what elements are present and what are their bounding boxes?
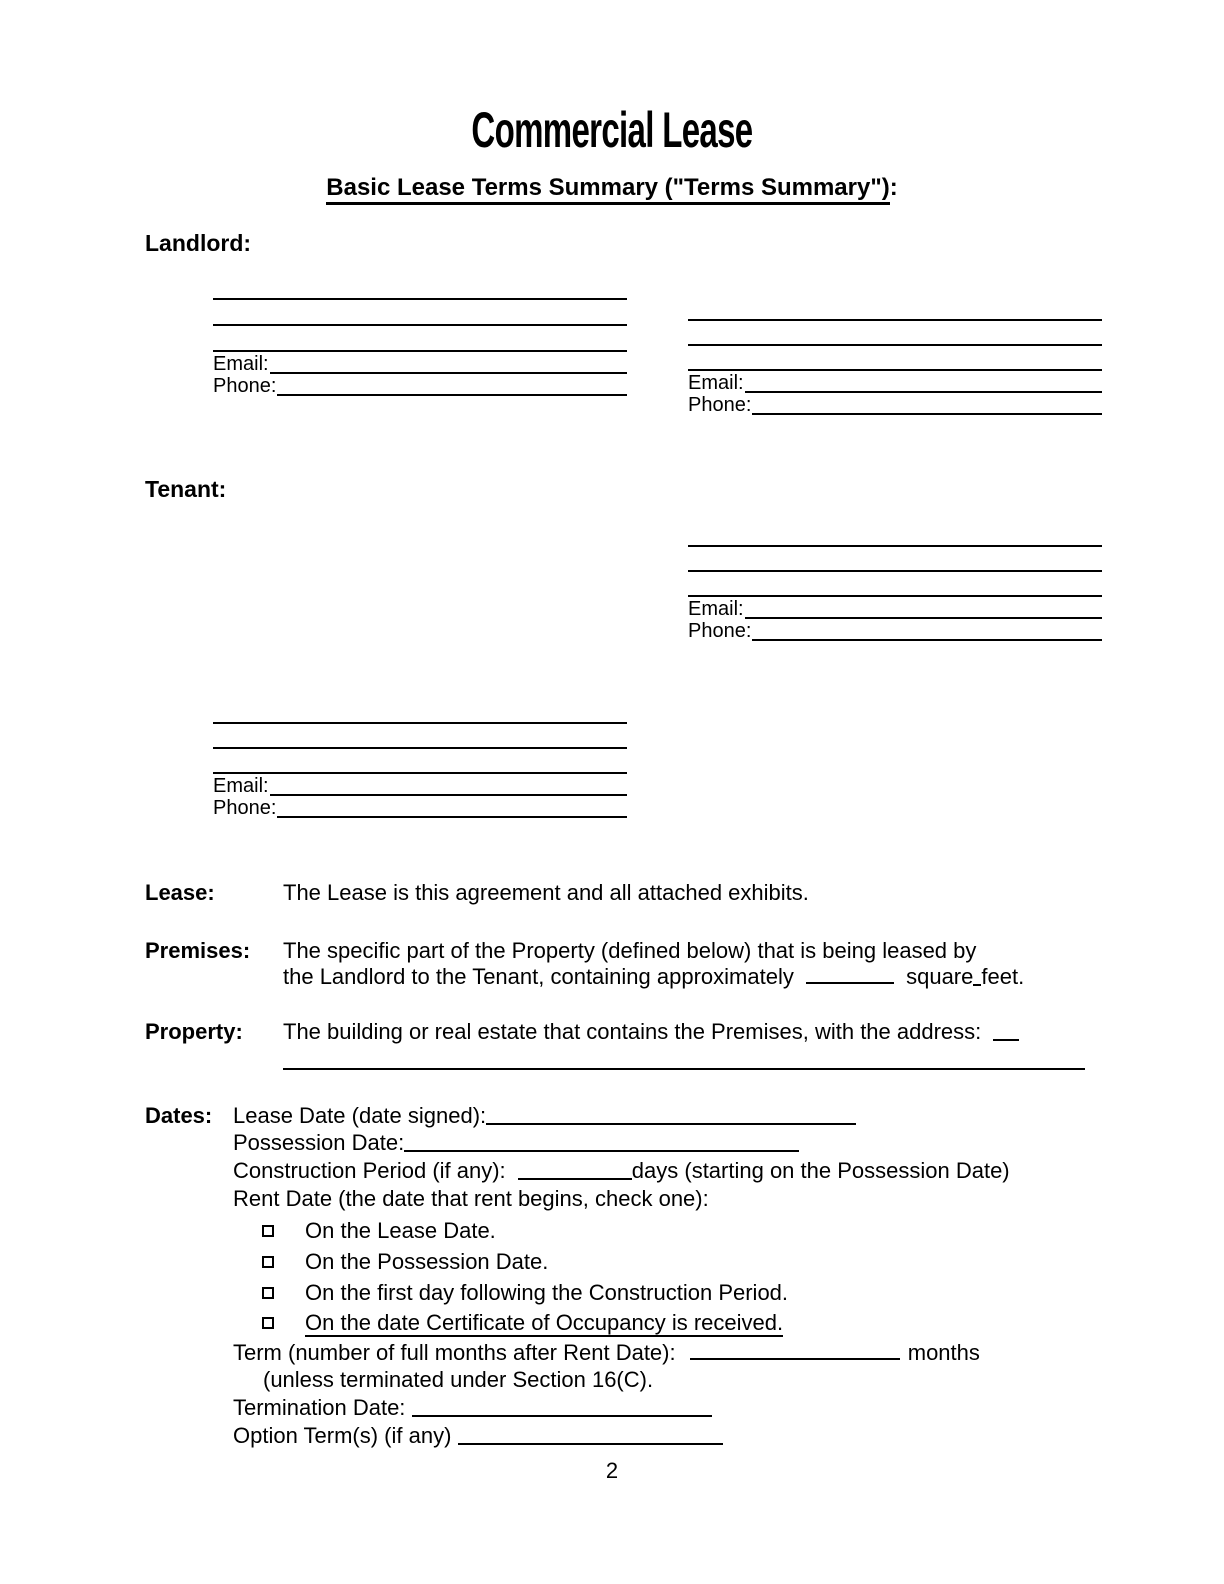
address-blank-start[interactable] [993, 1025, 1019, 1041]
lease-date-blank[interactable] [486, 1109, 856, 1125]
section-heading-text: Basic Lease Terms Summary ("Terms Summary") [326, 174, 889, 205]
tenant-right-name-line-3[interactable] [688, 572, 1102, 597]
construction-period-row: Construction Period (if any): days (starting on the Possession Date) [233, 1158, 1010, 1183]
rent-option-row [262, 1311, 783, 1335]
rent-option-label: On the date Certificate of Occupancy is received. [305, 1310, 784, 1335]
tenant-label: Tenant: [145, 476, 227, 502]
premises-text-line2: the Landlord to the Tenant, containing approximately square feet. [283, 964, 1025, 989]
rent-option-label: On the Possession Date. [305, 1249, 549, 1274]
landlord-right-name-line-2[interactable] [688, 321, 1102, 346]
lease-date-row: Lease Date (date signed): [233, 1104, 856, 1128]
term-months-blank[interactable] [690, 1344, 900, 1360]
rent-option-row [262, 1250, 548, 1274]
landlord-label: Landlord: [145, 230, 252, 256]
tenant-right-email-line[interactable] [745, 595, 1102, 619]
tenant-right-phone-line[interactable] [752, 617, 1102, 641]
checkbox-icon[interactable] [262, 1225, 274, 1237]
option-term-blank[interactable] [458, 1429, 723, 1445]
property-term-label: Property: [145, 1019, 243, 1044]
premises-text-line1: The specific part of the Property (defined below) that is being leased by [283, 938, 977, 963]
square-feet-blank[interactable] [806, 968, 894, 984]
landlord-left-name-line-3[interactable] [213, 326, 627, 352]
email-label: Email: [688, 598, 744, 620]
termination-date-row: Termination Date: [233, 1396, 712, 1420]
checkbox-icon[interactable] [262, 1287, 274, 1299]
landlord-left-email-line[interactable] [270, 352, 627, 374]
term-row: Term (number of full months after Rent Date): months [233, 1340, 980, 1365]
possession-date-row: Possession Date: [233, 1131, 799, 1155]
section-heading-colon: : [889, 174, 898, 201]
rent-date-row: Rent Date (the date that rent begins, check one): [233, 1186, 709, 1211]
tenant-left-name-line-2[interactable] [213, 724, 627, 749]
page-number: 2 [605, 1458, 619, 1483]
landlord-left-phone-line[interactable] [277, 374, 627, 396]
email-label: Email: [213, 775, 269, 797]
phone-label: Phone: [213, 375, 277, 397]
option-term-row: Option Term(s) (if any) [233, 1424, 723, 1448]
landlord-right-phone-line[interactable] [752, 391, 1102, 415]
landlord-left-block [213, 274, 627, 396]
landlord-right-name-line-1[interactable] [688, 296, 1102, 321]
email-label: Email: [213, 353, 269, 375]
lease-term-text: The Lease is this agreement and all attached exhibits. [283, 880, 809, 905]
email-label: Email: [688, 372, 744, 394]
rent-option-row [262, 1281, 788, 1305]
checkbox-icon[interactable] [262, 1317, 274, 1329]
landlord-right-block [688, 296, 1102, 415]
rent-option-label: On the Lease Date. [305, 1218, 496, 1243]
term-note: (unless terminated under Section 16(C). [263, 1367, 654, 1392]
section-heading [0, 174, 1224, 202]
tenant-right-name-line-1[interactable] [688, 522, 1102, 547]
phone-label: Phone: [688, 394, 752, 416]
landlord-right-email-line[interactable] [745, 369, 1102, 393]
premises-term-label: Premises: [145, 938, 251, 963]
tenant-left-email-line[interactable] [270, 772, 627, 796]
termination-date-blank[interactable] [412, 1401, 712, 1417]
landlord-left-name-line-1[interactable] [213, 274, 627, 300]
rent-option-label: On the first day following the Construction Period. [305, 1280, 789, 1305]
address-line[interactable] [283, 1068, 1085, 1070]
property-text: The building or real estate that contains the Premises, with the address: [283, 1020, 1019, 1044]
phone-label: Phone: [213, 797, 277, 819]
tenant-left-block [213, 699, 627, 818]
dates-label: Dates: [145, 1103, 213, 1128]
rent-option-row [262, 1219, 496, 1243]
construction-days-blank[interactable] [518, 1164, 632, 1180]
possession-date-blank[interactable] [404, 1136, 799, 1152]
phone-label: Phone: [688, 620, 752, 642]
tenant-left-name-line-1[interactable] [213, 699, 627, 724]
lease-term-label: Lease: [145, 880, 215, 905]
landlord-left-name-line-2[interactable] [213, 300, 627, 326]
tenant-right-name-line-2[interactable] [688, 547, 1102, 572]
document-title: Commercial Lease [471, 102, 753, 158]
tenant-right-block [688, 522, 1102, 641]
checkbox-icon[interactable] [262, 1256, 274, 1268]
tenant-left-name-line-3[interactable] [213, 749, 627, 774]
tenant-left-phone-line[interactable] [277, 794, 627, 818]
landlord-right-name-line-3[interactable] [688, 346, 1102, 371]
